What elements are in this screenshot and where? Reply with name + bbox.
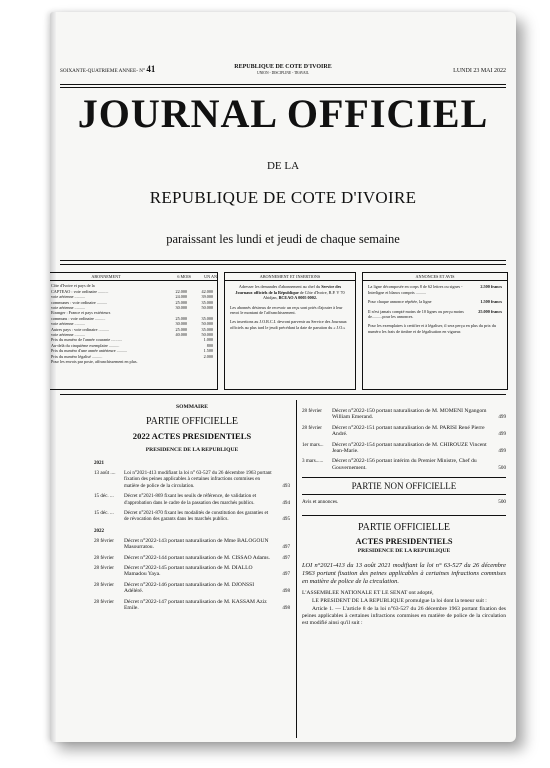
sommaire-entry bbox=[94, 565, 290, 578]
notice-r1-label: La ligne décomposée en corps 8 de 62 lettres ou signes - Interligne et blancs compris .......... bbox=[368, 284, 463, 295]
tariff-year bbox=[187, 359, 213, 364]
entry-page: 500 bbox=[498, 464, 506, 471]
sommaire-presidence: PRESIDENCE DE LA REPUBLIQUE bbox=[145, 447, 239, 453]
article-p3: Article 1. — L'article 8 de la loi n°63-527 du 26 décembre 1963 portant fixation des peines applicables à certaines infractions commises en matière de police de la circulation est modifié ainsi qu'il suit : bbox=[302, 606, 506, 627]
entry-date: 13 août .... bbox=[94, 470, 116, 476]
entry-text: Décret n°2022-151 portant naturalisation de M. PARISI René Pierre André. bbox=[332, 424, 485, 438]
entry-text: Décret n°2021-870 fixant les modalités de constitution des garanties et de révocation des garants dans les marchés publics. bbox=[124, 510, 269, 523]
tariff-six: 25.000 bbox=[175, 326, 187, 332]
notice-r2-price: 1.500 francs bbox=[480, 299, 502, 305]
sommaire-actes: 2022 ACTES PRESIDENTIELS bbox=[132, 431, 252, 441]
number-prefix: N° bbox=[139, 68, 146, 74]
tariff-row bbox=[50, 359, 217, 364]
subscription-box bbox=[224, 272, 356, 390]
notice-r3-label: Il n'est jamais compté moins de 10 lignes ou perçu moins de..........pour les annonces. bbox=[368, 308, 464, 320]
entry-date: 3 mars...... bbox=[302, 458, 324, 465]
edition-text: SOIXANTE-QUATRIEME ANNEE bbox=[60, 68, 137, 74]
tariff-label: Côte d'Ivoire et pays de la bbox=[51, 283, 95, 289]
sub-p1-code: BCEAO A 0005 0002. bbox=[278, 295, 317, 301]
article-partie-officielle: PARTIE OFFICIELLE bbox=[302, 515, 506, 533]
sommaire-entry bbox=[94, 510, 290, 523]
boxes-rule bbox=[60, 394, 506, 395]
tariff-label: CAPTEAO : voie ordinaire .......... bbox=[51, 288, 109, 294]
tariff-label: communes : voie ordinaire .......... bbox=[51, 299, 108, 305]
article-presidence: PRESIDENCE DE LA REPUBLIQUE bbox=[357, 548, 451, 555]
entry-text: Décret n°2022-144 portant naturalisation de M. CISSAO Adams. bbox=[124, 554, 270, 561]
sommaire-entries-2021 bbox=[94, 470, 290, 523]
sommaire-entry bbox=[302, 425, 506, 438]
avis-row bbox=[302, 499, 506, 505]
tariff-head bbox=[50, 273, 217, 281]
notice-row-2 bbox=[368, 299, 502, 304]
sommaire-entries-right bbox=[302, 408, 506, 471]
republic-small: REPUBLIQUE DE COTE D'IVOIRE bbox=[234, 64, 332, 70]
sommaire-title: SOMMAIRE bbox=[175, 404, 208, 410]
entry-page: 498 bbox=[282, 588, 290, 595]
notice-r3-price: 25.000 francs bbox=[478, 308, 502, 314]
sommaire-entry bbox=[94, 538, 290, 551]
column-divider bbox=[296, 400, 297, 738]
tariff-year: 1.500 bbox=[203, 348, 213, 354]
tariff-six: 30.000 bbox=[175, 305, 187, 311]
entry-page: 499 bbox=[498, 431, 506, 438]
subscription-p2: Les abonnés désireux de recevoir un reçu sont priés d'ajouter à leur envoi le montant de l'affranchissement. bbox=[230, 304, 343, 316]
notice-row-3 bbox=[368, 309, 502, 320]
entry-date: 28 février bbox=[302, 408, 322, 414]
tariff-six: 24.000 bbox=[175, 294, 187, 300]
notice-row-1 bbox=[368, 284, 502, 295]
entry-text: Décret n°2022-143 portant naturalisation de Mme BALOGOUN Masourratou. bbox=[124, 537, 269, 551]
notices-box bbox=[362, 272, 508, 390]
notice-r2-label: Pour chaque annonce répétée, la ligne bbox=[368, 299, 432, 305]
entry-text: Décret n°2022-156 portant intérim du Premier Ministre, Chef du Gouvernement. bbox=[332, 458, 477, 471]
masthead-rule bbox=[60, 260, 506, 261]
sommaire-entry bbox=[302, 458, 506, 471]
sommaire-entry bbox=[94, 493, 290, 506]
entry-page: 499 bbox=[498, 414, 506, 421]
tariff-label: Prix du numéro d'une année antérieure .......... bbox=[51, 348, 128, 354]
tariff-six: 30.000 bbox=[175, 321, 187, 327]
subscription-p3: Les insertions au J.O.R.C.I. devront parvenir au Service des Journaux officiels au plus tard le jeudi précédant la date de parution du « J.O.» bbox=[230, 319, 347, 330]
masthead-de-la: DE LA bbox=[266, 160, 300, 172]
entry-date: 1er mars... bbox=[302, 441, 324, 448]
tariff-label: Au-delà du cinquième exemplaire .......... bbox=[51, 342, 120, 348]
entry-page: 493 bbox=[282, 482, 290, 489]
entry-date: 15 déc. ... bbox=[94, 510, 114, 517]
tariff-year: 800 bbox=[206, 342, 213, 348]
entry-page: 499 bbox=[498, 448, 506, 455]
tariff-label: Etranger : France et pays extérieurs bbox=[51, 310, 111, 316]
tariff-label: Pour les envois par poste, affranchissement en plus. bbox=[51, 359, 138, 365]
tariff-box bbox=[50, 272, 218, 390]
entry-date: 28 février bbox=[94, 565, 114, 572]
tariff-year: 35.000 bbox=[201, 315, 213, 321]
tariff-six: 40.000 bbox=[175, 332, 187, 338]
tariff-year: 39.000 bbox=[201, 294, 213, 300]
notices-head: ANNONCES ET AVIS bbox=[363, 273, 507, 281]
tariff-label: Autres pays : voie ordinaire .......... bbox=[51, 326, 110, 332]
tariff-year: 35.000 bbox=[201, 299, 213, 305]
tariff-year: 1.000 bbox=[203, 337, 213, 343]
sommaire-entry bbox=[94, 470, 290, 489]
entry-date: 28 février bbox=[302, 424, 322, 431]
entry-page: 497 bbox=[282, 554, 290, 561]
tariff-year: 2.000 bbox=[203, 353, 213, 359]
masthead-schedule: paraissant les lundi et jeudi de chaque semaine bbox=[166, 232, 400, 246]
header-rule bbox=[60, 84, 506, 85]
entry-date: 28 février bbox=[94, 598, 114, 605]
entry-page: 498 bbox=[282, 605, 290, 612]
tariff-col-6: 6 MOIS bbox=[177, 274, 191, 279]
sub-p1-post: de Côte d'Ivoire, B.P. V 70 Abidjan, bbox=[263, 289, 345, 301]
loi-title: LOI n°2021-413 du 13 août 2021 modifiant la loi n° 63-527 du 26 décembre 1963 portant fixation des peines applicables à certaines infractions commises en matière de police de la circulation. bbox=[302, 562, 506, 586]
header-rule-thin bbox=[60, 87, 506, 88]
tariff-six: 25.000 bbox=[175, 315, 187, 321]
entry-date: 28 février bbox=[94, 554, 114, 561]
tariff-year: 50.000 bbox=[201, 321, 213, 327]
tariff-label: voie aérienne .......... bbox=[51, 305, 85, 311]
notice-p4: Pour les exemplaires à certifier et à légaliser, il sera perçu en plus du prix du numéro les frais de timbre et de légalisation en vigueur. bbox=[368, 323, 496, 334]
tariff-label: voie aérienne .......... bbox=[51, 321, 85, 327]
notice-r1-price: 2.500 francs bbox=[480, 284, 502, 290]
journal-page bbox=[50, 12, 516, 742]
sommaire-entry bbox=[94, 555, 290, 561]
tariff-label: voie aérienne .......... bbox=[51, 294, 85, 300]
sommaire-entry bbox=[94, 582, 290, 595]
sommaire-partie-officielle: PARTIE OFFICIELLE bbox=[145, 416, 239, 427]
entry-text: Décret n°2022-145 portant naturalisation de M. DIALLO Mamadou Yaya. bbox=[124, 565, 253, 578]
tariff-label: Prix du numéro de l'année courante .......... bbox=[51, 337, 122, 343]
entry-page: 495 bbox=[282, 516, 290, 523]
entry-page: 497 bbox=[282, 544, 290, 551]
sommaire-year-2022: 2022 bbox=[94, 528, 104, 534]
subscription-body bbox=[225, 281, 355, 337]
tariff-year: 50.000 bbox=[201, 332, 213, 338]
tariff-label: voie aérienne .......... bbox=[51, 332, 85, 338]
entry-text: Loi n°2021-413 modifiant la loi n° 63-527 du 26 décembre 1963 portant fixation des peines applicables à certaines infractions commises en matière de police de la circulation. bbox=[124, 470, 272, 489]
tariff-six bbox=[161, 359, 187, 364]
tariff-col-year: UN AN bbox=[204, 274, 217, 279]
entry-page: 494 bbox=[282, 499, 290, 506]
right-column bbox=[302, 404, 506, 627]
sommaire-entry bbox=[94, 599, 290, 612]
masthead-rule-thin bbox=[60, 264, 506, 265]
partie-non-officielle: PARTIE NON OFFICIELLE bbox=[302, 477, 506, 495]
article-p2: LE PRESIDENT DE LA REPUBLIQUE promulgue la loi dont la teneur suit : bbox=[312, 598, 487, 605]
subscription-p1 bbox=[230, 284, 350, 300]
issue-number: 41 bbox=[146, 64, 156, 74]
avis-label: Avis et annonces. bbox=[302, 499, 339, 506]
entry-text: Décret n°2022-147 portant naturalisation de M. KASSAM Aziz Emile. bbox=[124, 598, 267, 612]
tariff-six: 25.000 bbox=[175, 299, 187, 305]
entry-text: Décret n°2021-869 fixant les seuils de référence, de validation et d'approbation dans le cadre de la passation des marchés publics. bbox=[124, 493, 257, 506]
entry-text: Décret n°2022-150 portant naturalisation de M. MOMENI Ngangom William Emerand. bbox=[332, 408, 487, 421]
article-p1: L'ASSEMBLEE NATIONALE ET LE SENAT ont adopté, bbox=[302, 590, 434, 597]
notices-body bbox=[363, 281, 507, 341]
entry-text: Décret n°2022-146 portant naturalisation de M. DJONSSI Adéléré. bbox=[124, 581, 255, 595]
edition-label: SOIXANTE-QUATRIEME ANNEE- N° 41 bbox=[60, 64, 156, 74]
sommaire-entry bbox=[302, 408, 506, 421]
national-motto: UNION - DISCIPLINE - TRAVAIL bbox=[257, 71, 309, 75]
sommaire-entry bbox=[302, 442, 506, 455]
entry-date: 15 déc. ... bbox=[94, 493, 114, 500]
masthead-republic: REPUBLIQUE DE COTE D'IVOIRE bbox=[149, 188, 417, 207]
tariff-year: 42.000 bbox=[201, 288, 213, 294]
tariff-label: communs : voie ordinaire .......... bbox=[51, 315, 106, 321]
sub-p1-bold: Service des Journaux officiels de la République bbox=[235, 284, 342, 295]
entry-date: 28 février bbox=[94, 581, 114, 588]
sub-p1-pre: Adresser les demandes d'abonnement au chef du bbox=[238, 284, 321, 290]
entry-page: 497 bbox=[282, 571, 290, 578]
entry-date: 28 février bbox=[94, 537, 114, 544]
issue-date: LUNDI 23 MAI 2022 bbox=[453, 68, 506, 74]
sommaire-entries-2022 bbox=[94, 538, 290, 612]
tariff-year: 35.000 bbox=[201, 326, 213, 332]
tariff-rows bbox=[50, 281, 217, 364]
sommaire-year-2021: 2021 bbox=[94, 461, 104, 466]
avis-page: 500 bbox=[498, 499, 506, 506]
entry-text: Décret n°2022-154 portant naturalisation de M. CHIROUZE Vincent Jean-Marie. bbox=[332, 441, 487, 455]
tariff-label: Prix du numéro légalisé .......... bbox=[51, 353, 103, 359]
sommaire-column bbox=[94, 404, 290, 612]
article-actes: ACTES PRESIDENTIELS bbox=[355, 537, 453, 547]
tariff-year: 50.000 bbox=[201, 305, 213, 311]
subscription-head: ABONNEMENT ET INSERTIONS bbox=[225, 273, 355, 281]
header-republic bbox=[50, 64, 516, 75]
tariff-six: 22.000 bbox=[175, 288, 187, 294]
masthead-title: JOURNAL OFFICIEL bbox=[77, 91, 489, 136]
tariff-head-label: ABONNEMENT bbox=[91, 274, 121, 279]
